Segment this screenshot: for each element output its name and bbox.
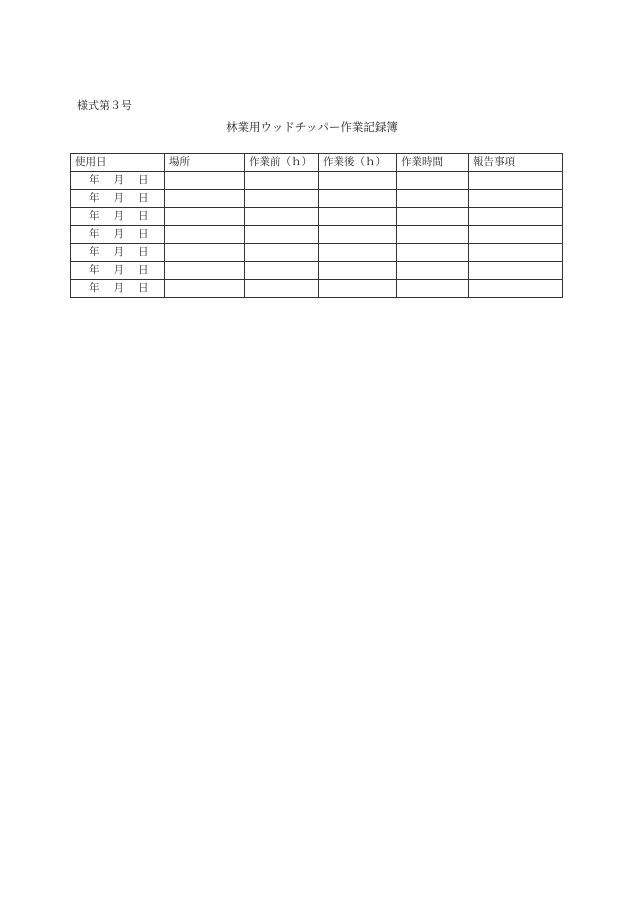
table-row <box>71 280 563 298</box>
work-time-cell[interactable] <box>397 226 469 244</box>
date-year-label: 年 <box>89 228 100 240</box>
usage-date-cell[interactable] <box>71 262 165 280</box>
place-cell[interactable] <box>165 244 245 262</box>
usage-date-cell[interactable] <box>71 226 165 244</box>
header-report-notes: 報告事項 <box>469 154 563 172</box>
work-time-cell[interactable] <box>397 208 469 226</box>
date-year-label: 年 <box>89 210 100 222</box>
header-work-time: 作業時間 <box>397 154 469 172</box>
date-year-label: 年 <box>89 174 100 186</box>
date-month-label: 月 <box>113 246 124 258</box>
work-record-table <box>70 153 563 298</box>
place-cell[interactable] <box>165 208 245 226</box>
date-day-label: 日 <box>138 174 149 186</box>
after-hours-cell[interactable] <box>319 280 397 298</box>
after-hours-cell[interactable] <box>319 208 397 226</box>
date-year-label: 年 <box>89 192 100 204</box>
header-usage-date: 使用日 <box>71 154 165 172</box>
table-row <box>71 262 563 280</box>
usage-date-cell[interactable] <box>71 172 165 190</box>
date-year-label: 年 <box>89 282 100 294</box>
before-hours-cell[interactable] <box>245 244 319 262</box>
date-year-label: 年 <box>89 246 100 258</box>
work-time-cell[interactable] <box>397 172 469 190</box>
after-hours-cell[interactable] <box>319 172 397 190</box>
before-hours-cell[interactable] <box>245 172 319 190</box>
place-cell[interactable] <box>165 226 245 244</box>
table-row <box>71 172 563 190</box>
header-place: 場所 <box>165 154 245 172</box>
place-cell[interactable] <box>165 172 245 190</box>
table-row <box>71 190 563 208</box>
table-row <box>71 208 563 226</box>
work-time-cell[interactable] <box>397 280 469 298</box>
usage-date-cell[interactable] <box>71 190 165 208</box>
date-day-label: 日 <box>138 246 149 258</box>
form-number: 様式第３号 <box>77 99 132 112</box>
date-month-label: 月 <box>113 264 124 276</box>
date-year-label: 年 <box>89 264 100 276</box>
report-notes-cell[interactable] <box>469 244 563 262</box>
table-row <box>71 244 563 262</box>
report-notes-cell[interactable] <box>469 172 563 190</box>
before-hours-cell[interactable] <box>245 226 319 244</box>
after-hours-cell[interactable] <box>319 190 397 208</box>
document-title: 林業用ウッドチッパー作業記録簿 <box>226 120 398 134</box>
work-time-cell[interactable] <box>397 190 469 208</box>
usage-date-cell[interactable] <box>71 208 165 226</box>
date-day-label: 日 <box>138 264 149 276</box>
date-month-label: 月 <box>113 174 124 186</box>
place-cell[interactable] <box>165 262 245 280</box>
header-before-hours: 作業前（ｈ） <box>245 154 319 172</box>
date-day-label: 日 <box>138 210 149 222</box>
date-month-label: 月 <box>113 282 124 294</box>
date-day-label: 日 <box>138 192 149 204</box>
work-time-cell[interactable] <box>397 262 469 280</box>
date-month-label: 月 <box>113 210 124 222</box>
before-hours-cell[interactable] <box>245 208 319 226</box>
usage-date-cell[interactable] <box>71 244 165 262</box>
report-notes-cell[interactable] <box>469 226 563 244</box>
place-cell[interactable] <box>165 190 245 208</box>
before-hours-cell[interactable] <box>245 190 319 208</box>
after-hours-cell[interactable] <box>319 226 397 244</box>
date-month-label: 月 <box>113 228 124 240</box>
table-row <box>71 226 563 244</box>
place-cell[interactable] <box>165 280 245 298</box>
report-notes-cell[interactable] <box>469 208 563 226</box>
header-after-hours: 作業後（ｈ） <box>319 154 397 172</box>
report-notes-cell[interactable] <box>469 262 563 280</box>
before-hours-cell[interactable] <box>245 262 319 280</box>
before-hours-cell[interactable] <box>245 280 319 298</box>
table-body <box>71 172 563 298</box>
after-hours-cell[interactable] <box>319 244 397 262</box>
after-hours-cell[interactable] <box>319 262 397 280</box>
date-day-label: 日 <box>138 228 149 240</box>
date-month-label: 月 <box>113 192 124 204</box>
table-header-row <box>71 154 563 172</box>
date-day-label: 日 <box>138 282 149 294</box>
usage-date-cell[interactable] <box>71 280 165 298</box>
report-notes-cell[interactable] <box>469 280 563 298</box>
report-notes-cell[interactable] <box>469 190 563 208</box>
work-time-cell[interactable] <box>397 244 469 262</box>
